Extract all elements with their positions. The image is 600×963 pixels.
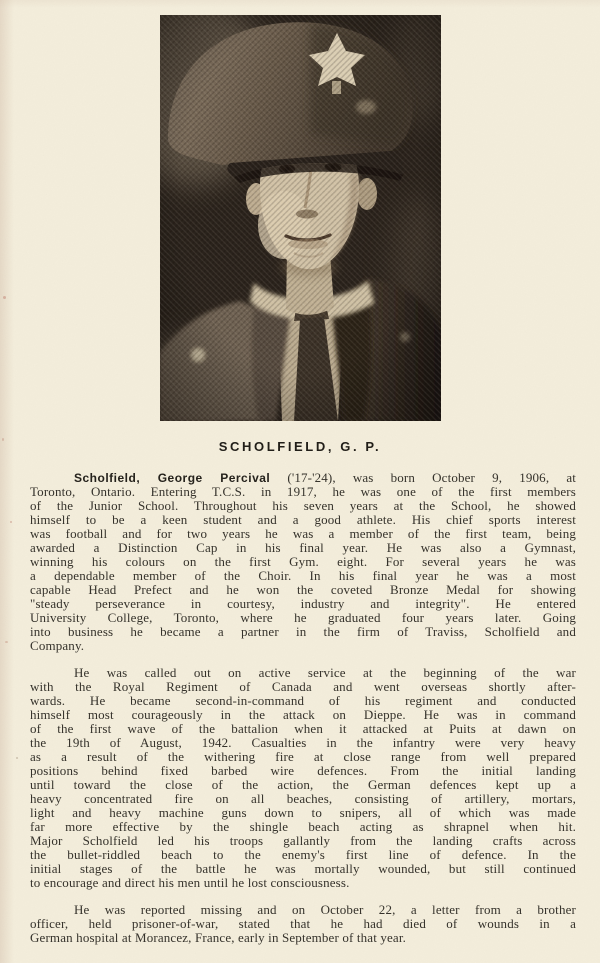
page-top-shading — [0, 0, 600, 8]
page-edge-shading — [0, 0, 14, 963]
scan-speckle — [10, 521, 12, 523]
text-line: awarded a Distinction Cap in his final year. He was also a Gymnast, — [30, 540, 576, 555]
text-line: of the first wave of the battalion when it attacked at Puits at dawn on — [30, 721, 576, 736]
text-line: to encourage and direct his men until he lost consciousness. — [30, 875, 350, 890]
subject-name-bold: Scholfield, George Percival — [74, 471, 271, 485]
text-line: University College, Toronto, where he graduated four years later. Going — [30, 610, 576, 625]
scan-speckle — [16, 757, 18, 759]
text-line: until toward the close of the action, the German defences kept up a — [30, 777, 576, 792]
article-body — [30, 471, 576, 958]
text-line: was football and for two years he was a member of the first team, being — [30, 526, 576, 541]
text-line: "steady perseverance in courtesy, industry and integrity". He entered — [30, 596, 576, 611]
text-line: with the Royal Regiment of Canada and went overseas shortly after- — [30, 679, 576, 694]
text-line: light and heavy machine guns down to snipers, all of which was made — [30, 805, 576, 820]
text-line: positions behind fixed barbed wire defences. From the initial landing — [30, 763, 576, 778]
paragraph — [30, 903, 576, 945]
text-line: officer, held prisoner-of-war, stated that he had died of wounds in a — [30, 916, 576, 931]
text-line: Toronto, Ontario. Entering T.C.S. in 1917, he was one of the first members — [30, 484, 576, 499]
text-line: into business he became a partner in the firm of Traviss, Scholfield and — [30, 624, 576, 639]
text-line: himself to be a keen student and a good athlete. His chief sports interest — [30, 512, 576, 527]
scan-speckle — [3, 296, 6, 299]
text-line: a dependable member of the Choir. In his final year he was a most — [30, 568, 576, 583]
scan-speckle — [5, 641, 8, 643]
text-line: He was called out on active service at the beginning of the war — [74, 665, 576, 680]
paragraph — [30, 666, 576, 890]
page-title: SCHOLFIELD, G. P. — [218, 439, 382, 454]
text-line: German hospital at Morancez, France, early in September of that year. — [30, 930, 407, 945]
text-line: far more effective by the shingle beach acting as shrapnel when hit. — [30, 819, 576, 834]
text-line: winning his colours on the first Gym. eight. For several years he was — [30, 554, 576, 569]
text-line: capable Head Prefect and he won the coveted Bronze Medal for showing — [30, 582, 576, 597]
text-line: initial stages of the battle he was mortally wounded, but still continued — [30, 861, 576, 876]
text-line: Major Scholfield led his troops gallantly from the landing crafts across — [30, 833, 576, 848]
text-line: wards. He became second-in-command of his regiment and conducted — [30, 693, 576, 708]
text-line: himself most courageously in the attack on Dieppe. He was in command — [30, 707, 576, 722]
photo-texture-overlay — [160, 15, 441, 421]
text-line: Scholfield, George Percival ('17-'24), was born October 9, 1906, at — [74, 470, 576, 485]
portrait-photo — [160, 15, 441, 421]
paragraph — [30, 471, 576, 653]
text-line: the bullet-riddled beach to the enemy's first line of defence. In the — [30, 847, 576, 862]
text-line: the 19th of August, 1942. Casualties in the infantry were very heavy — [30, 735, 576, 750]
text-line: of the Junior School. Throughout his seven years at the School, he showed — [30, 498, 576, 513]
text-line: as a result of the withering fire at close range from well prepared — [30, 749, 576, 764]
text-line: heavy concentrated fire on all beaches, consisting of artillery, mortars, — [30, 791, 576, 806]
officer-portrait — [160, 15, 441, 421]
text-line: Company. — [30, 638, 85, 653]
text-line: He was reported missing and on October 22, a letter from a brother — [74, 902, 576, 917]
